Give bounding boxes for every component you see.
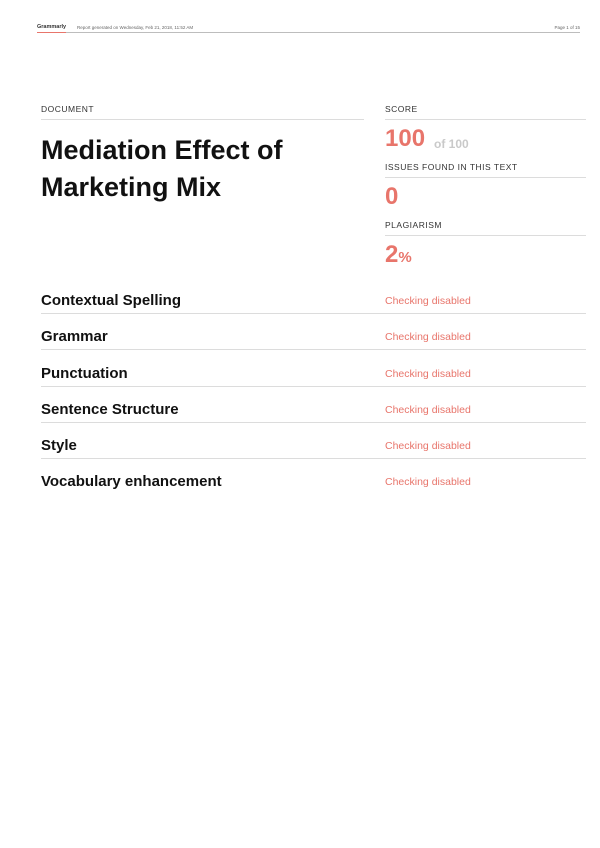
document-label: DOCUMENT <box>41 104 364 120</box>
check-status: Checking disabled <box>385 440 471 452</box>
check-row-grammar <box>41 327 586 350</box>
score-max: of 100 <box>434 137 469 151</box>
brand-logo: Grammarly <box>37 24 66 33</box>
score-label: SCORE <box>385 104 586 120</box>
report-header <box>37 24 580 33</box>
plagiarism-number: 2 <box>385 241 399 268</box>
issues-value: 0 <box>385 183 399 210</box>
issues-label: ISSUES FOUND IN THIS TEXT <box>385 162 586 178</box>
check-row-vocabulary-enhancement <box>41 472 586 495</box>
check-row-sentence-structure <box>41 400 586 423</box>
check-row-style <box>41 436 586 459</box>
check-row-punctuation <box>41 364 586 387</box>
check-name: Vocabulary enhancement <box>41 473 222 490</box>
page-number: Page 1 of 15 <box>554 25 580 30</box>
score-value: 100 <box>385 125 426 152</box>
check-status: Checking disabled <box>385 368 471 380</box>
check-name: Grammar <box>41 328 108 345</box>
document-title: Mediation Effect of Marketing Mix <box>41 135 283 202</box>
check-status: Checking disabled <box>385 404 471 416</box>
plagiarism-unit: % <box>398 249 412 266</box>
check-status: Checking disabled <box>385 476 471 488</box>
report-generated-date: Report generated on Wednesday, Feb 21, 2018, 11:52 AM <box>77 25 194 30</box>
check-name: Style <box>41 437 77 454</box>
check-name: Sentence Structure <box>41 401 179 418</box>
check-status: Checking disabled <box>385 295 471 307</box>
plagiarism-label: PLAGIARISM <box>385 220 586 236</box>
check-status: Checking disabled <box>385 331 471 343</box>
check-name: Punctuation <box>41 365 128 382</box>
check-name: Contextual Spelling <box>41 292 182 309</box>
check-row-contextual-spelling <box>41 291 586 314</box>
plagiarism-value <box>385 240 412 273</box>
